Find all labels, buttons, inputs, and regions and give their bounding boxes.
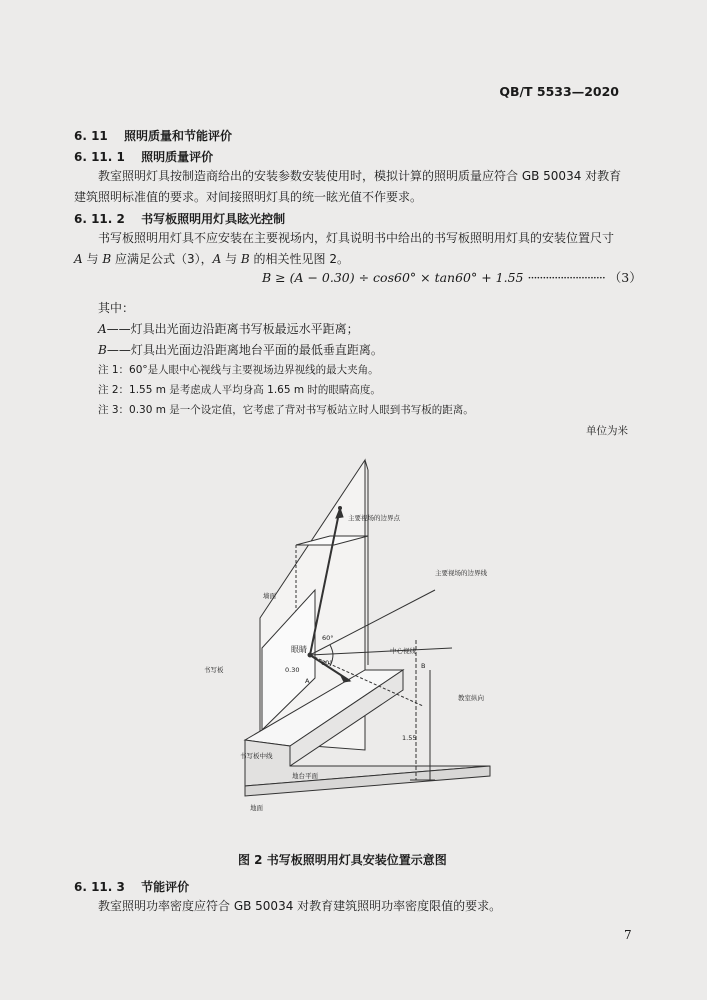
paragraph-line: 书写板照明用灯具不应安装在主要视场内，灯具说明书中给出的书写板照明用灯具的安装位置尺寸 — [98, 231, 615, 245]
var-b: B — [102, 252, 112, 266]
label-board-centerline: 书写板中线 — [240, 752, 273, 760]
formula-number: （3） — [608, 270, 642, 285]
text: ——灯具出光面边沿距离书写板最远水平距离； — [106, 322, 359, 336]
section-6-11-heading — [74, 127, 232, 144]
text: ——灯具出光面边沿距离地台平面的最低垂直距离。 — [106, 343, 383, 357]
label-boundary-point: 主要视场的边界点 — [348, 514, 400, 522]
text: 与 — [221, 252, 241, 266]
standard-code: QB/T 5533—2020 — [499, 84, 619, 99]
where-label: 其中： — [98, 301, 135, 315]
label-dim-a: A — [305, 677, 310, 685]
section-number: 6. 11 — [74, 129, 108, 143]
label-boundary-line: 主要视场的边界线 — [435, 569, 487, 577]
text: 与 — [82, 252, 103, 266]
label-eye: 眼睛 — [291, 645, 307, 654]
section-title: 书写板照明用灯具眩光控制 — [141, 212, 286, 226]
paragraph-line: 教室照明功率密度应符合 GB 50034 对教育建筑照明功率密度限值的要求。 — [98, 899, 502, 913]
section-title: 照明质量评价 — [141, 150, 214, 164]
paragraph-line — [74, 249, 349, 270]
label-wall: 墙面 — [263, 592, 276, 600]
label-height-1-55: 1.55 — [402, 734, 417, 742]
label-angle-bottom: 60° — [321, 659, 333, 667]
var-a: A — [212, 252, 222, 266]
note-2: 注 2：1.55 m 是考虑成人平均身高 1.65 m 时的眼睛高度。 — [98, 384, 381, 396]
eye-point — [308, 653, 313, 658]
unit-label: 单位为米 — [586, 425, 628, 437]
var-b: B — [98, 343, 107, 357]
label-ground: 地面 — [250, 804, 263, 812]
paragraph-line: 建筑照明标准值的要求。对间接照明灯具的统一眩光值不作要求。 — [74, 190, 423, 204]
var-a: A — [74, 252, 83, 266]
section-title: 照明质量和节能评价 — [123, 129, 232, 143]
paragraph-line: 教室照明灯具按制造商给出的安装参数安装使用时，模拟计算的照明质量应符合 GB 50034 对教育 — [98, 169, 622, 183]
var-b: B — [240, 252, 250, 266]
figure-caption: 图 2 书写板照明用灯具安装位置示意图 — [238, 853, 447, 867]
label-platform: 地台平面 — [292, 772, 318, 780]
text: 的相关性见图 2。 — [249, 252, 349, 266]
boundary-point — [338, 506, 342, 510]
note-1: 注 1：60°是人眼中心视线与主要视场边界视线的最大夹角。 — [98, 364, 379, 376]
text: 应满足公式（3）， — [111, 252, 213, 266]
definition-a — [98, 319, 359, 340]
note-3: 注 3：0.30 m 是一个设定值，它考虑了背对书写板站立时人眼到书写板的距离。 — [98, 404, 474, 416]
label-center-line: 中心视线 — [390, 647, 416, 655]
label-dim-b: B — [421, 662, 426, 670]
formula-text: B ≥ (A − 0.30) ÷ cos60° × tan60° + 1.55 — [262, 270, 524, 285]
section-6-11-3-heading — [74, 878, 189, 895]
label-board: 书写板 — [204, 666, 224, 674]
section-6-11-2-heading — [74, 210, 285, 227]
var-a: A — [98, 322, 107, 336]
label-0-30: 0.30 — [285, 666, 300, 674]
section-6-11-1-heading — [74, 148, 213, 165]
formula-3 — [262, 268, 642, 286]
section-title: 节能评价 — [141, 880, 190, 894]
section-number: 6. 11. 2 — [74, 212, 125, 226]
label-angle-top: 60° — [322, 634, 334, 642]
section-number: 6. 11. 1 — [74, 150, 125, 164]
leader-dots: ·························· — [527, 270, 605, 285]
section-number: 6. 11. 3 — [74, 880, 125, 894]
label-classroom-axis: 教室纵向 — [458, 694, 484, 702]
page-number: 7 — [624, 928, 632, 942]
figure-2-diagram — [190, 440, 510, 830]
definition-b — [98, 340, 383, 361]
